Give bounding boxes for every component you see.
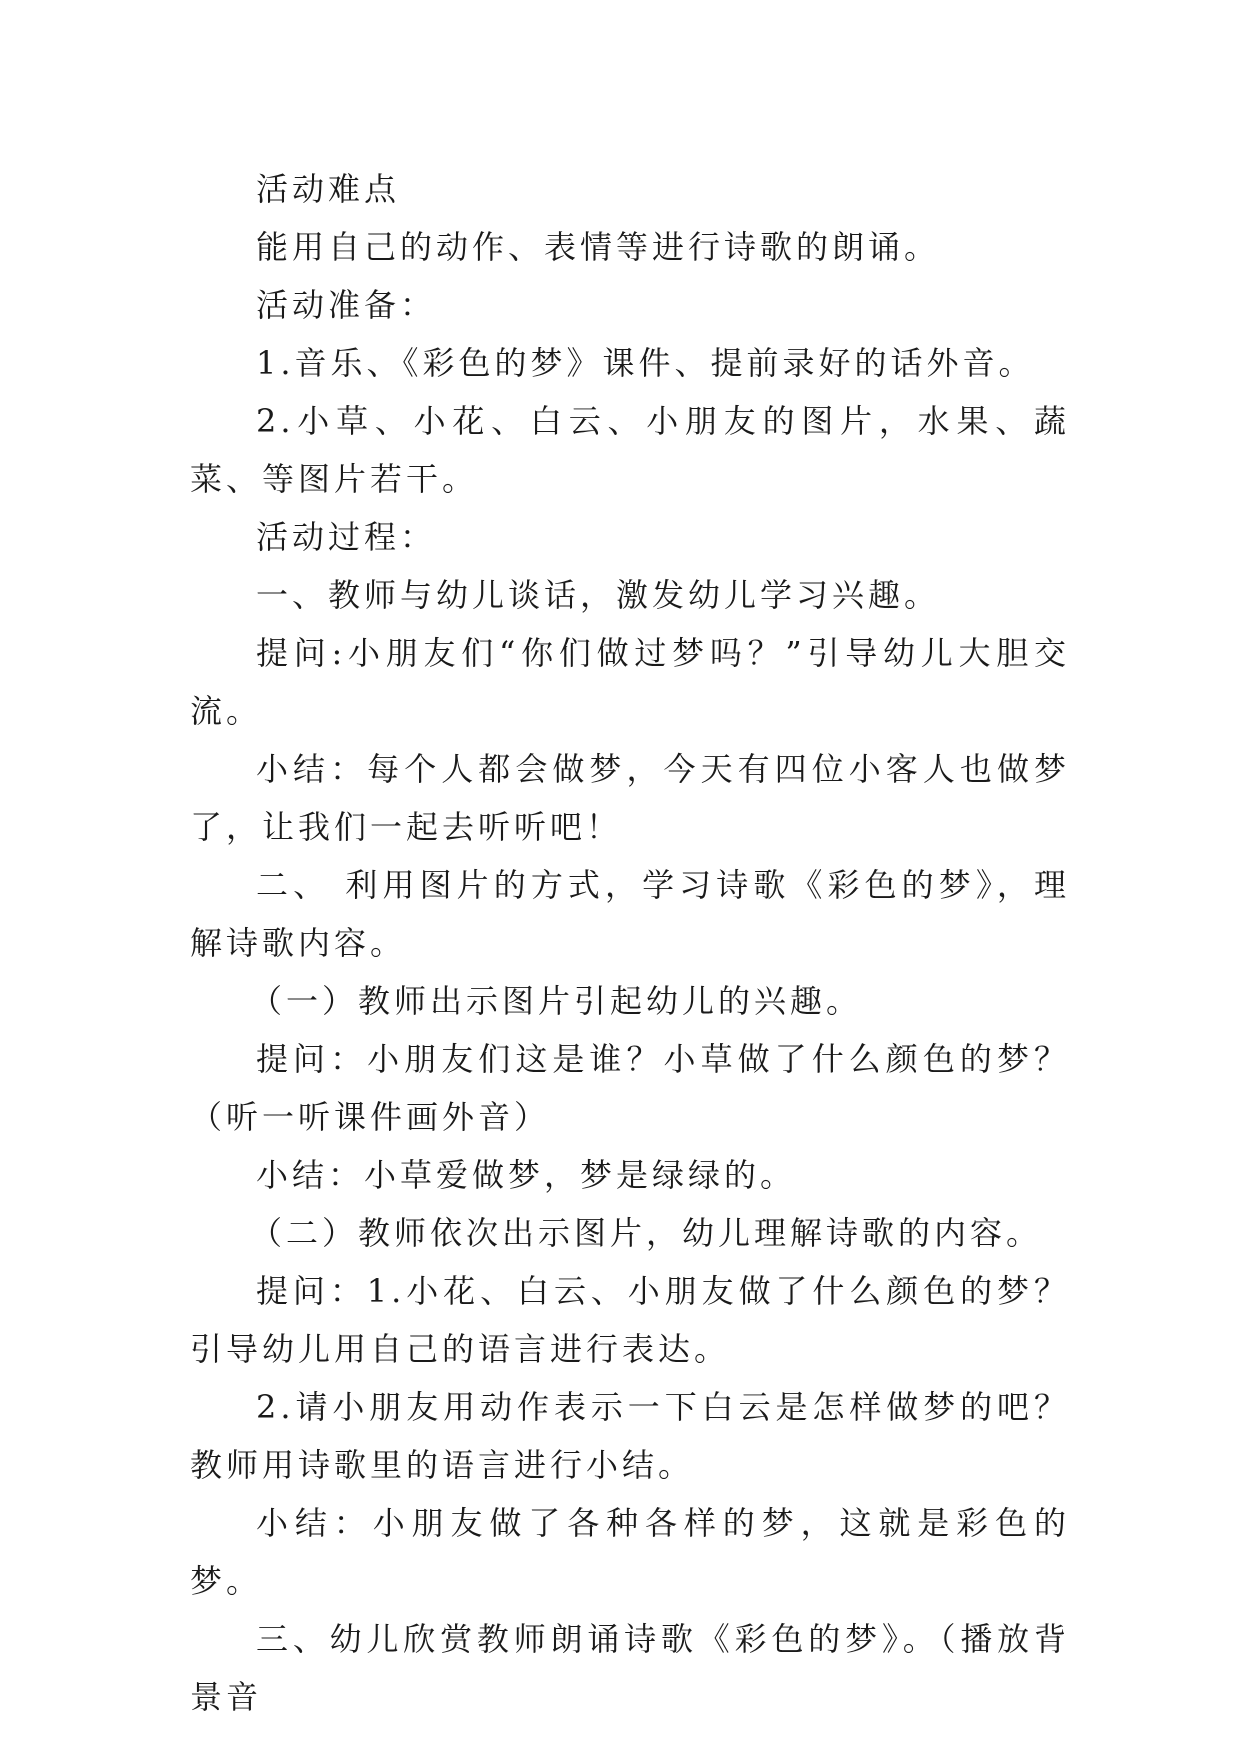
paragraph: （二）教师依次出示图片，幼儿理解诗歌的内容。 <box>250 1214 1043 1252</box>
paragraph: 提问：小朋友们这是谁？小草做了什么颜色的梦？（听一听课件画外音） <box>190 1040 1070 1136</box>
paragraph: 三、幼儿欣赏教师朗诵诗歌《彩色的梦》。（播放背景音 <box>190 1620 1070 1716</box>
paragraph: 2.请小朋友用动作表示一下白云是怎样做梦的吧？教师用诗歌里的语言进行小结。 <box>190 1388 1070 1484</box>
paragraph: 2.小草、小花、白云、小朋友的图片，水果、蔬菜、等图片若干。 <box>190 402 1070 498</box>
paragraph: 小结：小草爱做梦，梦是绿绿的。 <box>256 1156 797 1194</box>
paragraph: （一）教师出示图片引起幼儿的兴趣。 <box>250 982 863 1020</box>
paragraph: 二、 利用图片的方式，学习诗歌《彩色的梦》，理解诗歌内容。 <box>190 866 1070 962</box>
paragraph: 1.音乐、《彩色的梦》课件、提前录好的话外音。 <box>256 344 1035 382</box>
paragraph: 一、教师与幼儿谈话，激发幼儿学习兴趣。 <box>256 576 941 614</box>
paragraph: 能用自己的动作、表情等进行诗歌的朗诵。 <box>256 228 941 266</box>
paragraph: 提问：1.小花、白云、小朋友做了什么颜色的梦？引导幼儿用自己的语言进行表达。 <box>190 1272 1070 1368</box>
paragraph: 小结：每个人都会做梦，今天有四位小客人也做梦了，让我们一起去听听吧！ <box>190 750 1070 846</box>
paragraph: 小结：小朋友做了各种各样的梦，这就是彩色的梦。 <box>190 1504 1070 1600</box>
heading-difficulty: 活动难点 <box>256 170 401 208</box>
document-body <box>190 160 1070 1726</box>
heading-process: 活动过程： <box>256 518 437 556</box>
heading-preparation: 活动准备： <box>256 286 437 324</box>
paragraph: 提问:小朋友们“你们做过梦吗？”引导幼儿大胆交流。 <box>190 634 1070 730</box>
